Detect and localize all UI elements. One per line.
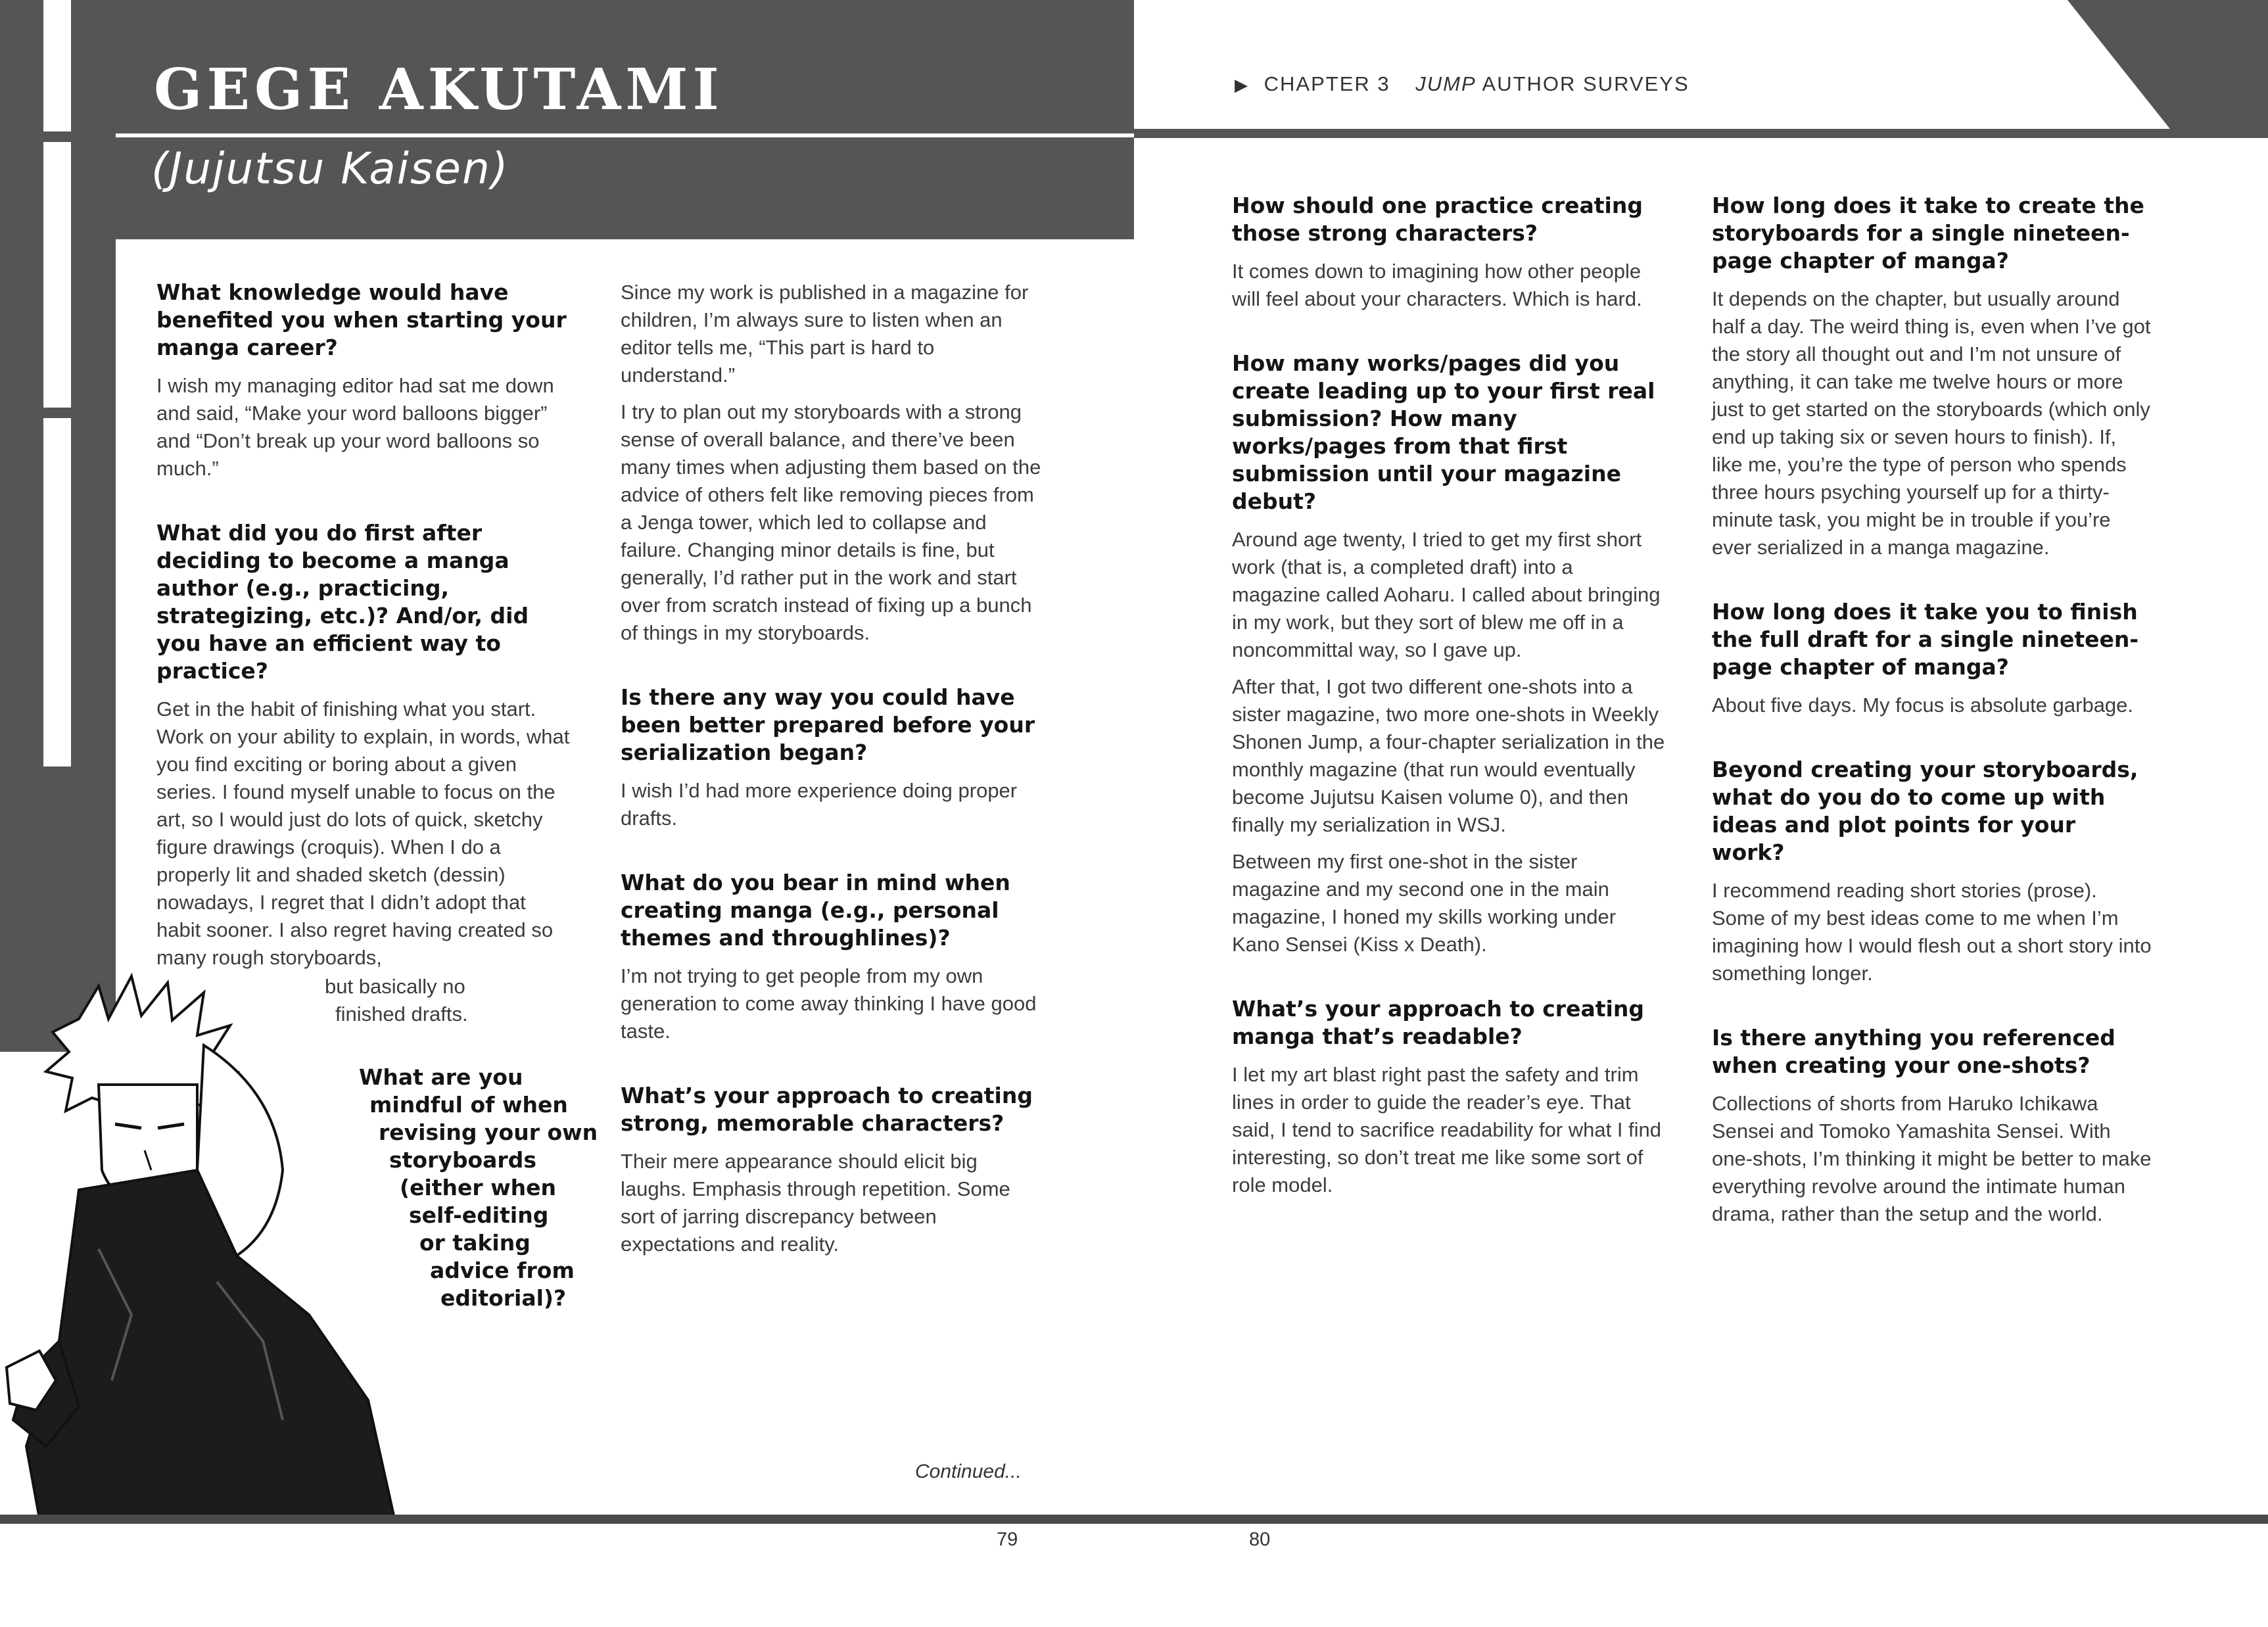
page-title: GEGE AKUTAMI [154, 57, 724, 123]
answer: Between my first one-shot in the sister magazine and my second one in the main magazine, I honed my skills working under Kano Sensei (Kiss x Death). [1232, 850, 1617, 956]
question: What knowledge would have benefited you when starting your manga career? [156, 279, 567, 360]
question: What did you do first after deciding to become a manga author (e.g., practicing, strategizing, etc.)? And/or, did you have an efficient way to practice? [156, 520, 529, 684]
wrapped-question-line: storyboards [389, 1147, 536, 1173]
continued-note: Continued... [915, 1461, 1022, 1482]
answer: I recommend reading short stories (prose). Some of my best ideas come to me when I’m imagining how I would flesh out a short story into something longer. [1712, 879, 2152, 985]
answer-wrap-line-2: finished drafts. [335, 1002, 468, 1026]
question: What do you bear in mind when creating manga (e.g., personal themes and throughlines)? [621, 870, 1010, 951]
wrapped-question-line: mindful of when [369, 1092, 568, 1118]
question: What’s your approach to creating strong, memorable characters? [621, 1083, 1033, 1136]
answer: Get in the habit of finishing what you start. Work on your ability to explain, in words, what you find exciting or boring about a given series. I found myself unable to focus on the art, so I would just do lots of quick, sketchy figure drawings (croquis). When I do a properly lit and shaded sketch (dessin) nowadays, I regret that I didn’t adopt that habit sooner. I also regret having created so many rough storyboards, [156, 697, 570, 969]
page-number-left: 79 [997, 1529, 1018, 1550]
answer: Around age twenty, I tried to get my first short work (that is, a completed draft) into a magazine called Aoharu. I called about bringing in my work, but they sort of blew me off in a noncommittal way, so I gave up. [1232, 528, 1661, 661]
answer: I’m not trying to get people from my own generation to come away thinking I have good taste. [621, 964, 1037, 1043]
question: What’s your approach to creating manga that’s readable? [1232, 996, 1644, 1049]
column-2 [621, 279, 1041, 1277]
question: How should one practice creating those strong characters? [1232, 193, 1643, 246]
answer: It comes down to imagining how other people will feel about your characters. Which is hard. [1232, 260, 1642, 310]
question: Is there any way you could have been better prepared before your serialization began? [621, 684, 1035, 765]
side-bar-3 [43, 418, 71, 766]
answer: After that, I got two different one-shots into a sister magazine, two more one-shots in Weekly Shonen Jump, a four-chapter serialization in the monthly magazine (that run would eventually become Jujutsu Kaisen volume 0), and then finally my serialization in WSJ. [1232, 675, 1665, 836]
question: Is there anything you referenced when creating your one-shots? [1712, 1025, 2115, 1078]
answer: Their mere appearance should elicit big laughs. Emphasis through repetition. Some sort of jarring discrepancy between expectations and reality. [621, 1150, 1010, 1256]
wrapped-question-line: What are you [359, 1064, 523, 1090]
wrapped-question-line: or taking [419, 1230, 531, 1256]
answer: I wish I’d had more experience doing proper drafts. [621, 779, 1018, 830]
wrapped-question-line: self-editing [409, 1202, 549, 1228]
answer: I let my art blast right past the safety and trim lines in order to guide the reader’s eye. That said, I tend to sacrifice readability for what I find interesting, so don’t treat me like some sort of role model. [1232, 1063, 1662, 1196]
section-italic: JUMP [1415, 72, 1477, 95]
page-subtitle: (Jujutsu Kaisen) [151, 143, 509, 194]
side-bar-2 [43, 142, 71, 408]
answer-wrap-line-1: but basically no [325, 975, 465, 998]
column-1 [156, 279, 571, 972]
section-rest: AUTHOR SURVEYS [1482, 72, 1689, 95]
answer: I try to plan out my storyboards with a strong sense of overall balance, and there’ve been many times when adjusting them based on the advice of others felt like removing pieces from a Jenga tower, which led to collapse and failure. Changing minor details is fine, but generally, I’d rather put in the work and start over from scratch instead of fixing up a bunch of things in my storyboards. [621, 400, 1041, 644]
wrapped-question-line: (either when [400, 1175, 557, 1200]
wrapped-question-line: revising your own [379, 1120, 598, 1145]
side-bar-1 [43, 0, 71, 131]
chapter-label: CHAPTER 3 [1264, 72, 1390, 95]
footer-bar [0, 1515, 2268, 1524]
question: How long does it take to create the storyboards for a single nineteen-page chapter of manga? [1712, 193, 2144, 273]
play-icon: ▶ [1235, 75, 1249, 95]
page-number-right: 80 [1249, 1529, 1271, 1550]
column-4 [1712, 192, 2152, 1246]
column-3 [1232, 192, 1666, 1217]
answer: It depends on the chapter, but usually around half a day. The weird thing is, even when I’ve got the story all thought out and I’m not unsure of anything, it can take me twelve hours or more just to get started on the storyboards (which only end up taking six or seven hours to finish). If, like me, you’re the type of person who spends three hours psyching yourself up for a thirty-minute task, you might be in trouble if you’re ever serialized in a manga magazine. [1712, 287, 2151, 559]
chapter-header [1235, 72, 1689, 96]
title-rule [116, 133, 1134, 137]
question: How many works/pages did you create leading up to your first real submission? How many works/pages from that first submission until your magazine debut? [1232, 350, 1655, 514]
answer: Collections of shorts from Haruko Ichikawa Sensei and Tomoko Yamashita Sensei. With one-shots, I’m thinking it might be better to make everything revolve around the intimate human drama, rather than the setup and the world. [1712, 1092, 2152, 1225]
wrapped-question-line: editorial)? [440, 1285, 567, 1311]
question: How long does it take you to finish the full draft for a single nineteen-page chapter of manga? [1712, 599, 2139, 680]
wrapped-question-line: advice from [430, 1258, 575, 1283]
right-header-shape [1134, 0, 2268, 138]
answer: About five days. My focus is absolute garbage. [1712, 694, 2134, 717]
manga-character-illustration [0, 973, 473, 1519]
answer: I wish my managing editor had sat me down and said, “Make your word balloons bigger” and “Don’t break up your word balloons so much.” [156, 374, 554, 480]
answer: Since my work is published in a magazine for children, I’m always sure to listen when an editor tells me, “This part is hard to understand.” [621, 281, 1029, 387]
question: Beyond creating your storyboards, what do you do to come up with ideas and plot points for your work? [1712, 757, 2138, 865]
